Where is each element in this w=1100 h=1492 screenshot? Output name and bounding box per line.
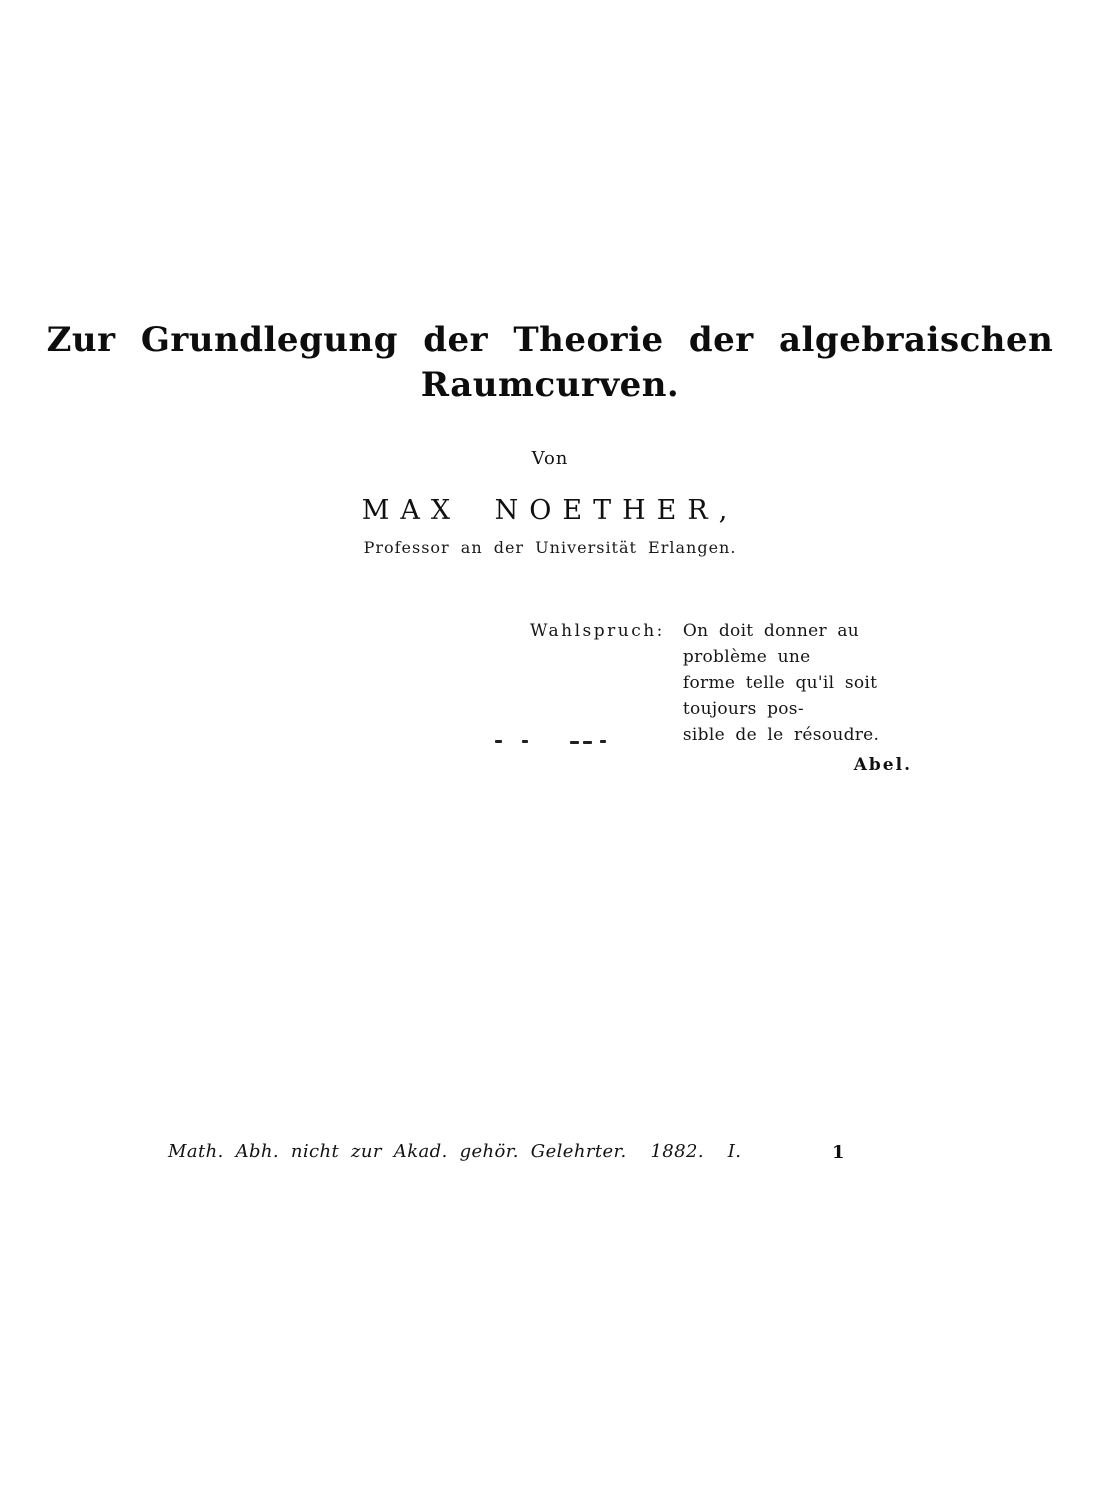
page-number: 1 xyxy=(832,1142,845,1163)
scan-artifact-mark xyxy=(495,740,502,743)
motto-quote xyxy=(683,618,940,777)
scan-artifact-mark xyxy=(570,741,579,744)
footer-citation: Math. Abh. nicht zur Akad. gehör. Gelehrter. 1882. I. xyxy=(168,1141,742,1162)
motto-line-3: sible de le résoudre. xyxy=(682,725,880,745)
paper-title xyxy=(0,318,1100,408)
scan-artifact-mark xyxy=(583,741,592,744)
byline-von: Von xyxy=(531,448,569,469)
motto-attribution: Abel. xyxy=(853,755,912,775)
author-affiliation: Professor an der Universität Erlangen. xyxy=(363,538,737,557)
paper-title-line-2: Raumcurven. xyxy=(420,365,680,405)
paper-title-line-1: Zur Grundlegung der Theorie der algebraischen xyxy=(46,320,1054,360)
motto-line-2: forme telle qu'il soit toujours pos- xyxy=(682,673,878,719)
motto-block xyxy=(530,618,940,777)
scan-artifact-mark xyxy=(522,740,528,743)
author-name: MAX NOETHER, xyxy=(361,495,739,526)
motto-label: Wahlspruch: xyxy=(530,621,665,641)
scan-artifact-mark xyxy=(600,740,606,743)
motto-line-1: On doit donner au problème une xyxy=(682,621,860,667)
